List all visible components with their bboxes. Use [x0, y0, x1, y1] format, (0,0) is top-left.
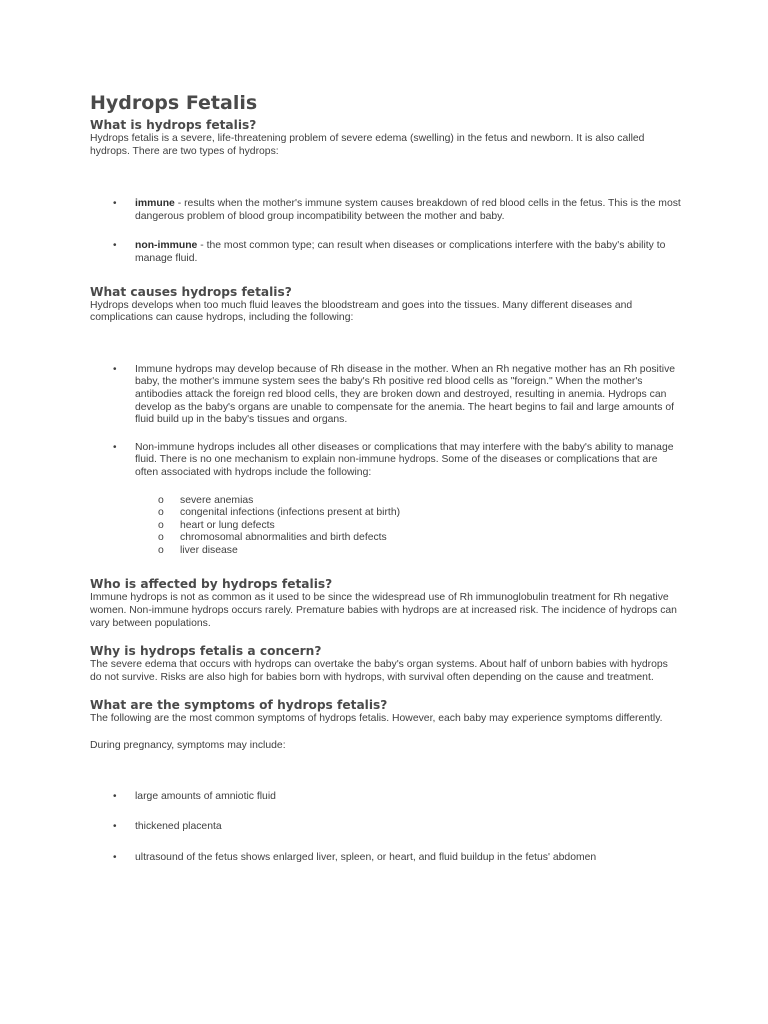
- document-page: [90, 92, 682, 864]
- circle-bullet-icon: o: [158, 494, 164, 506]
- bullet-icon: •: [113, 851, 117, 863]
- list-item: [90, 240, 682, 265]
- list-item: [90, 821, 682, 834]
- sub-list-item-text: severe anemias: [180, 494, 254, 506]
- list-item-text: ultrasound of the fetus shows enlarged liver, spleen, or heart, and fluid buildup in the fetus' abdomen: [135, 851, 597, 863]
- sub-list-item: [90, 532, 682, 545]
- list-item: [90, 364, 682, 427]
- sub-list-item: [90, 545, 682, 558]
- bullet-icon: •: [113, 240, 117, 252]
- list-item-text: large amounts of amniotic fluid: [135, 790, 276, 802]
- page-title: Hydrops Fetalis: [90, 92, 258, 114]
- sub-bullet-list: [90, 495, 682, 558]
- section-heading: What are the symptoms of hydrops fetalis?: [90, 698, 388, 713]
- section-heading: What is hydrops fetalis?: [90, 118, 257, 132]
- bullet-icon: •: [113, 363, 117, 375]
- list-item-text: Immune hydrops may develop because of Rh disease in the mother. When an Rh negative mother has an Rh positive baby, the mother's immune system sees the baby's Rh positive red blood cells as "foreign." When the mother's antibodies attack the foreign red blood cells, they are broken down and destroyed, resulting in anemia. Hydrops can develop as the baby's organs are unable to compensate for the anemia. The heart begins to fail and large amounts of fluid build up in the baby's tissues and organs.: [135, 363, 676, 426]
- sub-list-item-text: chromosomal abnormalities and birth defects: [180, 532, 387, 544]
- list-item: [90, 198, 682, 223]
- bullet-icon: •: [113, 198, 117, 210]
- circle-bullet-icon: o: [158, 519, 164, 531]
- section-heading: What causes hydrops fetalis?: [90, 284, 292, 299]
- list-item: [90, 791, 682, 804]
- bullet-icon: •: [113, 790, 117, 802]
- sub-list-item-text: liver disease: [180, 544, 238, 556]
- bullet-list: [90, 198, 682, 265]
- term: non-immune: [135, 240, 198, 252]
- list-item-text: Non-immune hydrops includes all other diseases or complications that may interfere with the baby's ability to manage fluid. There is no one mechanism to explain non-immune hydrops. Some of the diseases or complications that are often associated with hydrops include the following:: [135, 441, 674, 478]
- list-item-text: - results when the mother's immune system causes breakdown of red blood cells in the fetus. This is the most dangerous problem of blood group incompatibility between the mother and baby.: [135, 198, 681, 222]
- list-item: [90, 442, 682, 480]
- list-item: [90, 852, 682, 865]
- bullet-list: [90, 364, 682, 480]
- bullet-icon: •: [113, 821, 117, 833]
- circle-bullet-icon: o: [158, 532, 164, 544]
- circle-bullet-icon: o: [158, 544, 164, 556]
- sub-list-item-text: congenital infections (infections present at birth): [180, 507, 401, 519]
- section-heading: Why is hydrops fetalis a concern?: [90, 644, 322, 659]
- paragraph: Immune hydrops is not as common as it used to be since the widespread use of Rh immunoglobulin treatment for Rh negative women. Non-immune hydrops occurs rarely. Premature babies with hydrops are at increased risk. The incidence of hydrops can vary between populations.: [90, 592, 677, 629]
- sub-list-item: [90, 520, 682, 533]
- paragraph: Hydrops fetalis is a severe, life-threatening problem of severe edema (swelling) in the fetus and newborn. It is also called hydrops. There are two types of hydrops:: [90, 133, 645, 157]
- section-heading: Who is affected by hydrops fetalis?: [90, 577, 333, 592]
- sub-list-item: [90, 495, 682, 508]
- bullet-icon: •: [113, 441, 117, 453]
- bullet-list: [90, 791, 682, 865]
- paragraph: The following are the most common symptoms of hydrops fetalis. However, each baby may experience symptoms differently.: [90, 713, 663, 725]
- term: immune: [135, 198, 175, 210]
- list-item-text: - the most common type; can result when diseases or complications interfere with the baby's ability to manage fluid.: [135, 240, 666, 264]
- paragraph: During pregnancy, symptoms may include:: [90, 740, 286, 752]
- paragraph: The severe edema that occurs with hydrops can overtake the baby's organ systems. About half of unborn babies with hydrops do not survive. Risks are also high for babies born with hydrops, with survival often depending on the cause and treatment.: [90, 659, 668, 683]
- paragraph: Hydrops develops when too much fluid leaves the bloodstream and goes into the tissues. Many different diseases and complications can cause hydrops, including the following:: [90, 299, 633, 324]
- sub-list-item-text: heart or lung defects: [180, 519, 275, 531]
- circle-bullet-icon: o: [158, 507, 164, 519]
- sub-list-item: [90, 507, 682, 520]
- list-item-text: thickened placenta: [135, 821, 222, 833]
